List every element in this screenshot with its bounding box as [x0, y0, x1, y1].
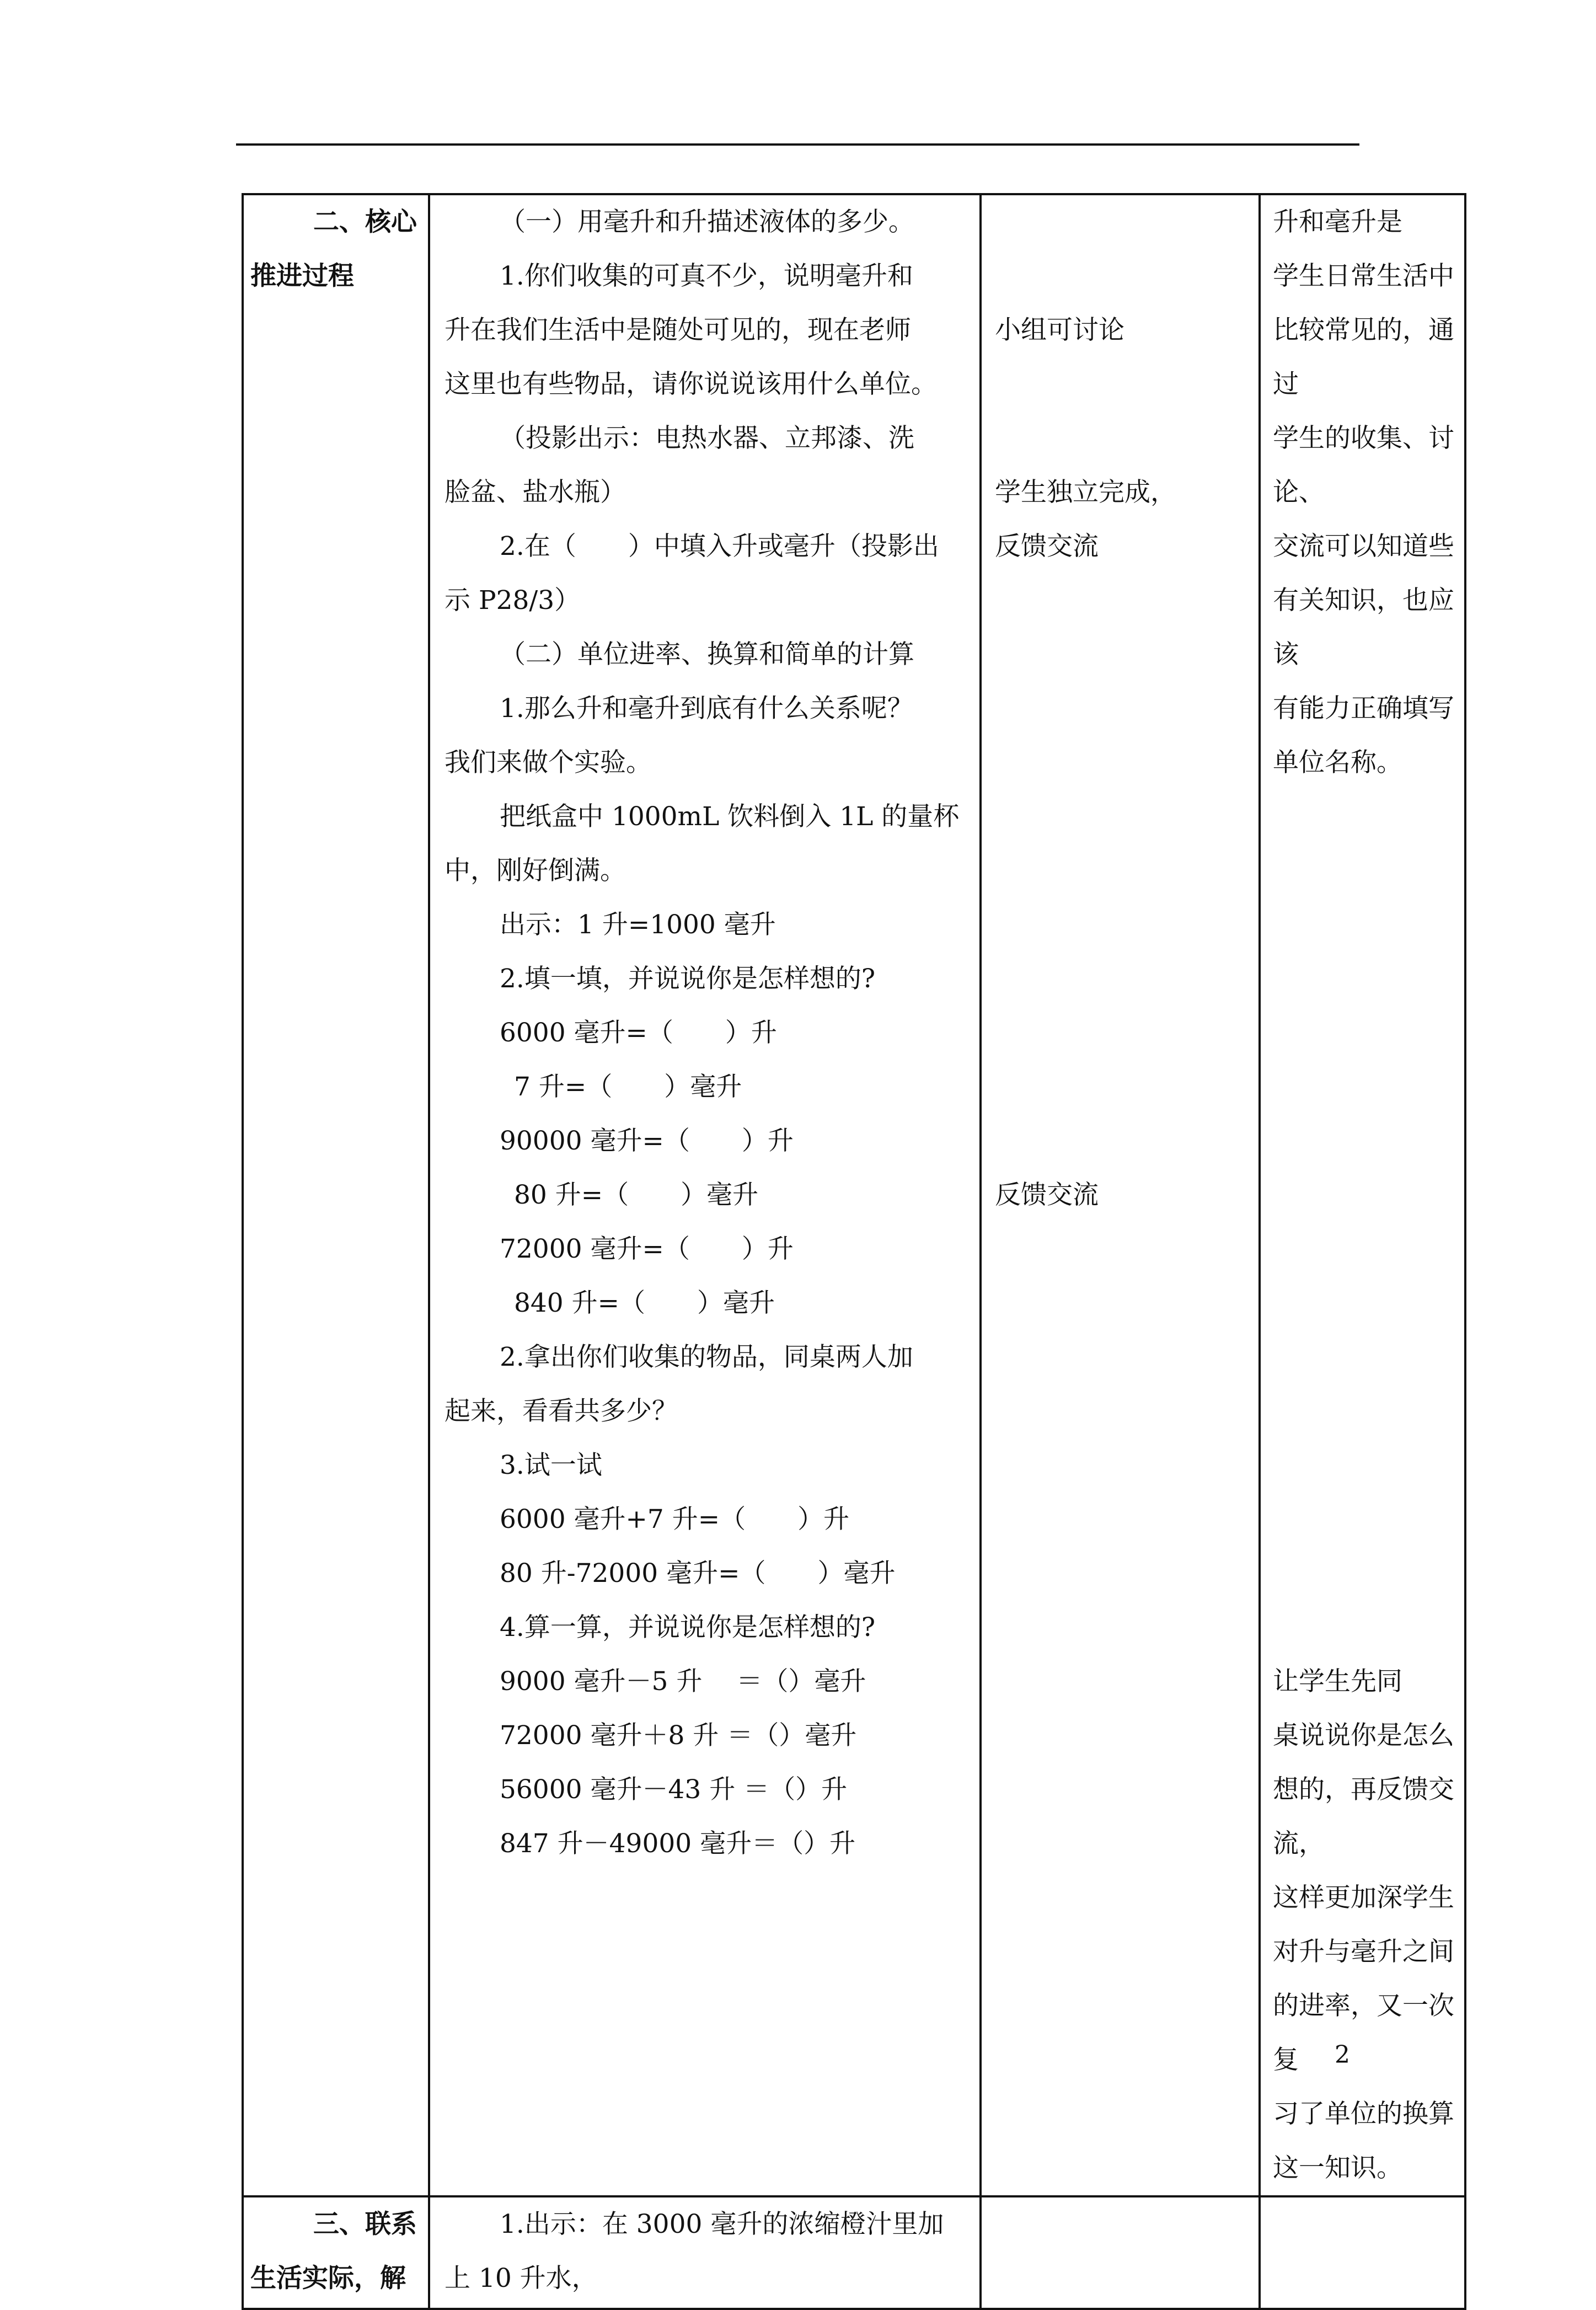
- content-line: 72000 毫升＋8 升 ＝（）毫升: [500, 1720, 857, 1751]
- content-line: （二）单位进率、换算和简单的计算: [500, 639, 914, 670]
- page-number: 2: [1335, 2041, 1350, 2069]
- content-line: 1.出示：在 3000 毫升的浓缩橙汁里加: [500, 2209, 944, 2239]
- content-line: 中，刚好倒满。: [444, 855, 626, 886]
- note-line: [1273, 1330, 1456, 1384]
- content-line: 9000 毫升－5 升 ＝（）毫升: [500, 1666, 866, 1697]
- content-line: 840 升=（ ）毫升: [514, 1288, 775, 1318]
- content-line: 把纸盒中 1000mL 饮料倒入 1L 的量杯: [500, 801, 960, 832]
- content-line: 示 P28/3）: [444, 585, 581, 616]
- table-row: [243, 194, 1465, 2196]
- content-line: 脸盆、盐水瓶）: [444, 477, 626, 507]
- note-line: 对升与毫升之间: [1273, 1937, 1454, 1967]
- note-line: [1273, 844, 1456, 898]
- note-line: [1273, 1168, 1456, 1222]
- content-line: 起来，看看共多少？: [444, 1396, 678, 1426]
- content-line: 2.填一填，并说说你是怎样想的?: [500, 964, 876, 994]
- note-line: 升和毫升是: [1273, 207, 1402, 237]
- content-line: （投影出示：电热水器、立邦漆、洗: [500, 423, 914, 453]
- content-line: （一）用毫升和升描述液体的多少。: [500, 207, 914, 237]
- note-cell: [1260, 2196, 1465, 2309]
- activity-cell: [981, 2196, 1260, 2309]
- stage-title-line2: 生活实际，解: [250, 2263, 406, 2293]
- note-line: 有能力正确填写: [1273, 693, 1454, 724]
- note-line: 交流可以知道些: [1273, 531, 1454, 562]
- note-line: [1273, 1222, 1456, 1276]
- activity-line: 反馈交流: [995, 1180, 1099, 1210]
- content-line: 72000 毫升=（ ）升: [500, 1234, 794, 1264]
- header-rule: [236, 143, 1359, 146]
- note-line: 这样更加深学生: [1273, 1883, 1454, 1913]
- content-line: 7 升=（ ）毫升: [514, 1072, 742, 1102]
- lesson-plan-table: [242, 193, 1466, 2310]
- note-line: 单位名称。: [1273, 747, 1402, 778]
- note-line: 让学生先同: [1273, 1666, 1402, 1697]
- content-line: 847 升－49000 毫升＝（）升: [500, 1828, 856, 1859]
- activity-cell: [981, 194, 1260, 2196]
- content-line: 3.试一试: [500, 1450, 602, 1480]
- note-line: 这一知识。: [1273, 2153, 1402, 2183]
- content-line: 2.拿出你们收集的物品，同桌两人加: [500, 1342, 913, 1372]
- note-line: [1273, 952, 1456, 1006]
- note-line: [1273, 1493, 1456, 1547]
- teaching-content: [430, 195, 979, 1871]
- content-line: 1.那么升和毫升到底有什么关系呢？: [500, 693, 913, 724]
- stage-title-line2: 推进过程: [250, 261, 354, 291]
- content-line: 80 升-72000 毫升=（ ）毫升: [500, 1558, 896, 1589]
- content-line: 6000 毫升+7 升=（ ）升: [500, 1504, 850, 1534]
- activity-line: [995, 411, 1247, 466]
- activity-line: [995, 790, 1247, 844]
- stage-title-line1: 三、联系: [313, 2209, 417, 2239]
- activity-line: [995, 844, 1247, 898]
- activity-line: [995, 1060, 1247, 1114]
- note-line: 的进率，又一次复: [1273, 1991, 1454, 2075]
- note-line: [1273, 1601, 1456, 1655]
- content-line: 4.算一算，并说说你是怎样想的?: [500, 1612, 876, 1643]
- note-line: 有关知识，也应该: [1273, 585, 1454, 670]
- note-line: 想的，再反馈交流，: [1273, 1774, 1454, 1859]
- note-line: 学生的收集、讨论、: [1273, 423, 1454, 507]
- content-line: 这里也有些物品，请你说说该用什么单位。: [444, 369, 937, 399]
- note-line: [1273, 1060, 1456, 1114]
- stage-cell: [243, 2196, 429, 2309]
- content-line: 2.在（ ）中填入升或毫升（投影出: [500, 531, 939, 562]
- activity-line: [995, 682, 1247, 736]
- activity-line: [995, 357, 1247, 411]
- student-activity: [982, 195, 1258, 1222]
- content-line: 90000 毫升=（ ）升: [500, 1126, 794, 1156]
- content-cell: [429, 2196, 981, 2309]
- activity-line: [995, 898, 1247, 952]
- content-line: 出示：1 升=1000 毫升: [500, 910, 776, 940]
- content-line: 上 10 升水，: [444, 2263, 598, 2293]
- activity-line: [995, 1114, 1247, 1168]
- note-line: [1273, 790, 1456, 844]
- activity-line: [995, 952, 1247, 1006]
- note-line: [1273, 1547, 1456, 1601]
- activity-line: [995, 574, 1247, 628]
- activity-line: [995, 195, 1247, 249]
- activity-line: [995, 1006, 1247, 1060]
- activity-line: 小组可讨论: [995, 315, 1124, 345]
- teaching-content: [430, 2197, 979, 2306]
- note-line: 比较常见的，通过: [1273, 315, 1454, 399]
- activity-line: [995, 736, 1247, 790]
- content-line: 56000 毫升－43 升 ＝（）升: [500, 1774, 848, 1805]
- stage-cell: [243, 194, 429, 2196]
- activity-line: 反馈交流: [995, 531, 1099, 562]
- note-line: 桌说说你是怎么: [1273, 1720, 1454, 1751]
- activity-line: 学生独立完成，: [995, 477, 1176, 507]
- stage-title-line1: 二、核心: [313, 207, 417, 237]
- content-line: 升在我们生活中是随处可见的，现在老师: [444, 315, 911, 345]
- content-cell: [429, 194, 981, 2196]
- content-line: 我们来做个实验。: [444, 747, 652, 778]
- content-line: 6000 毫升=（ ）升: [500, 1018, 777, 1048]
- note-line: 习了单位的换算: [1273, 2099, 1454, 2129]
- note-line: [1273, 1276, 1456, 1330]
- note-line: [1273, 1439, 1456, 1493]
- note-cell: [1260, 194, 1465, 2196]
- note-line: [1273, 1384, 1456, 1439]
- note-line: [1273, 1114, 1456, 1168]
- note-line: 学生日常生活中: [1273, 261, 1454, 291]
- note-line: [1273, 1006, 1456, 1060]
- table-row: [243, 2196, 1465, 2309]
- content-line: 1.你们收集的可真不少，说明毫升和: [500, 261, 913, 291]
- design-intent: [1261, 195, 1464, 2195]
- content-line: 80 升=（ ）毫升: [514, 1180, 759, 1210]
- activity-line: [995, 249, 1247, 303]
- activity-line: [995, 628, 1247, 682]
- note-line: [1273, 898, 1456, 952]
